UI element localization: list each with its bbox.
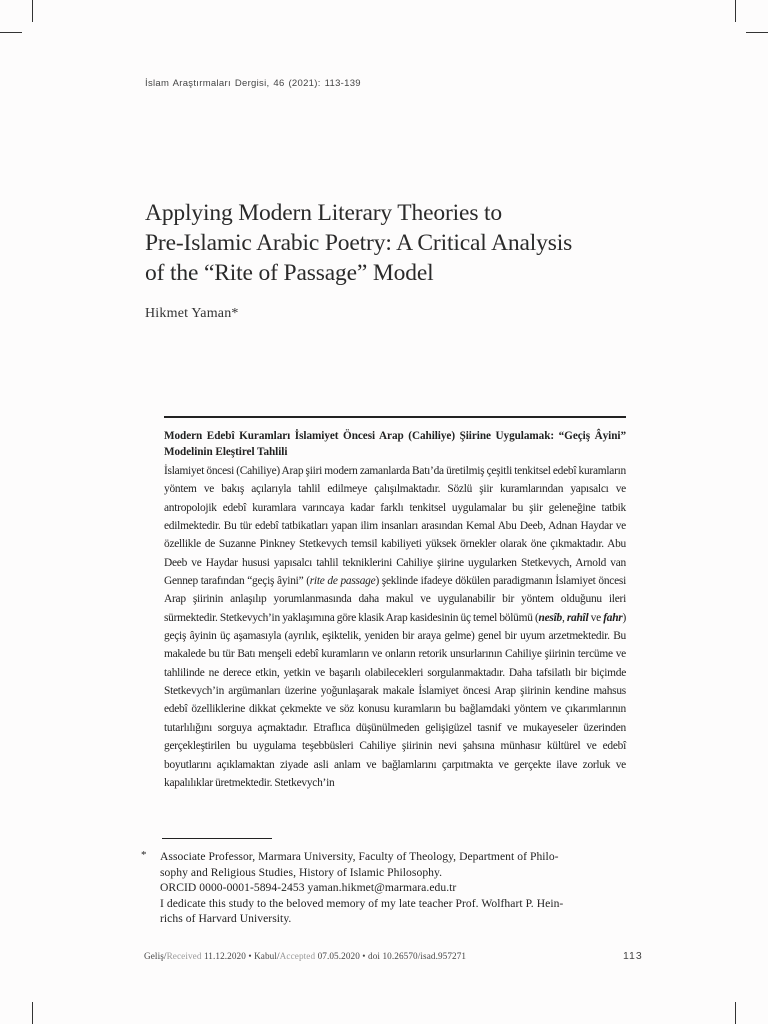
abstract-top-rule bbox=[164, 416, 626, 418]
title-line-3: of the “Rite of Passage” Model bbox=[145, 260, 434, 286]
abstract-term-nesib: nesîb bbox=[538, 611, 562, 624]
abstract-text: ve bbox=[588, 611, 604, 624]
footnote-rule bbox=[162, 838, 272, 839]
article-title bbox=[145, 198, 705, 288]
received-date: 11.12.2020 • bbox=[201, 951, 255, 961]
crop-mark-top-right-horizontal bbox=[746, 32, 768, 33]
crop-mark-top-right-vertical bbox=[735, 0, 736, 22]
footnote-line: I dedicate this study to the beloved memory of my late teacher Prof. Wolfhart P. Hein- bbox=[160, 896, 564, 910]
accepted-label-tr: Kabul bbox=[254, 951, 278, 961]
page-number: 113 bbox=[623, 950, 643, 962]
abstract-text: ) geçiş âyinin üç aşamasıyla (ayrılık, eşiktelik, yeniden bir araya gelme) genel bir uyum arzetmektedir. Bu makalede bu tür Batı menşeli edebî kuramların ve onların retorik unsurlarının Cahiliye şiirinin tercüme ve tahlilinde ne derece etkin, yetkin ve başarılı olabilecekleri sorgulanmaktadır. Daha tafsilatlı bir biçimde Stetkevych’in argümanları üzerine yoğunlaşarak makale İslamiyet öncesi Arap şiirinin kendine mahsus edebî özelliklerine dikkat çekmekte ve söz konusu kuramların bu bağlamdaki yöntem ve çıkarımlarının tutarlılığını sorguya açmaktadır. Etraflıca düşünülmeden gelişigüzel tasnif ve mukayeseler üzerinden gerçekleştirilen bu uygulama teşebbüsleri Cahiliye şiirinin nevi şahsına münhasır kültürel ve edebî boyutlarını açıklamaktan ziyade asli anlam ve bağlamlarını çarpıtmakta ve gerçekte ilave zorluk ve kapalılıklar üretmektedir. Stetkevych’in bbox=[164, 611, 627, 789]
abstract-text: ) şeklinde ifadeye dökülen paradigmanın İslamiyet öncesi Arap şiirinin anlaşılıp yorumlanmasında daha makul ve uygulanabilir bir yöntem olduğunu ileri sürmektedir. Stetkevych’in yaklaşımına göre klasik Arap kasidesinin üç temel bölümü ( bbox=[164, 575, 626, 624]
abstract-text: , bbox=[561, 611, 567, 624]
accepted-date-doi: 07.05.2020 • doi 10.26570/isad.957271 bbox=[315, 951, 467, 961]
accepted-slash: / bbox=[277, 951, 280, 961]
footnote-marker: * bbox=[141, 849, 147, 861]
footnote-line: Associate Professor, Marmara University, Faculty of Theology, Department of Philo- bbox=[160, 850, 559, 863]
abstract-body bbox=[164, 462, 626, 792]
abstract-text: İslamiyet öncesi (Cahiliye) Arap şiiri modern zamanlarda Batı’da üretilmiş çeşitli tenkitsel edebî kuramların yöntem ve bakış açılarıyla tahlil edilmeye çalışılmaktadır. Sözlü şiir kuramlarından yapısalcı ve antropolojik edebî kuramlara varıncaya kadar farklı tenkitsel uygulamalar bu şiir geleneğine tatbik edilmektedir. Bu tür edebî tatbikatları yapan ilim insanları arasından Kemal Abu Deeb, Adnan Haydar ve özellikle de Suzanne Pinkney Stetkevych temsil kabiliyeti yüksek örnekler olarak öne çıkmaktadır. Abu Deeb ve Haydar hususi yapısalcı tahlil tekniklerini Cahiliye şiirine uygularken Stetkevych, Arnold van Gennep tarafından “geçiş âyini” ( bbox=[164, 465, 626, 588]
footnote-line: ORCID 0000-0001-5894-2453 yaman.hikmet@marmara.edu.tr bbox=[160, 881, 457, 895]
footnote-line: sophy and Religious Studies, History of Islamic Philosophy. bbox=[160, 865, 443, 879]
running-head: İslam Araştırmaları Dergisi, 46 (2021): 113-139 bbox=[145, 78, 361, 89]
crop-mark-bottom-left-vertical bbox=[32, 1002, 33, 1024]
title-line-2: Pre-Islamic Arabic Poetry: A Critical Analysis bbox=[145, 230, 573, 256]
crop-mark-top-left-vertical bbox=[32, 0, 33, 22]
received-label-tr: Geliş bbox=[144, 951, 164, 961]
abstract-term-rite-de-passage: rite de passage bbox=[309, 575, 376, 588]
author-name: Hikmet Yaman* bbox=[145, 306, 239, 321]
received-label-en: Received bbox=[166, 951, 202, 961]
abstract-term-fahr: fahr bbox=[603, 611, 623, 624]
abstract-title: Modern Edebî Kuramları İslamiyet Öncesi Arap (Cahiliye) Şiirine Uygulamak: “Geçiş Âyini” Modelinin Eleştirel Tahlili bbox=[164, 430, 626, 458]
received-slash: / bbox=[163, 951, 167, 961]
crop-mark-bottom-right-vertical bbox=[735, 1002, 736, 1024]
publication-dates bbox=[144, 951, 466, 961]
footnote bbox=[160, 849, 646, 927]
footnote-line: richs of Harvard University. bbox=[160, 912, 292, 926]
crop-mark-top-left-horizontal bbox=[0, 32, 22, 33]
accepted-label-en: Accepted bbox=[279, 951, 316, 961]
title-line-1: Applying Modern Literary Theories to bbox=[145, 200, 503, 226]
abstract-term-rahil: rahîl bbox=[566, 611, 589, 624]
